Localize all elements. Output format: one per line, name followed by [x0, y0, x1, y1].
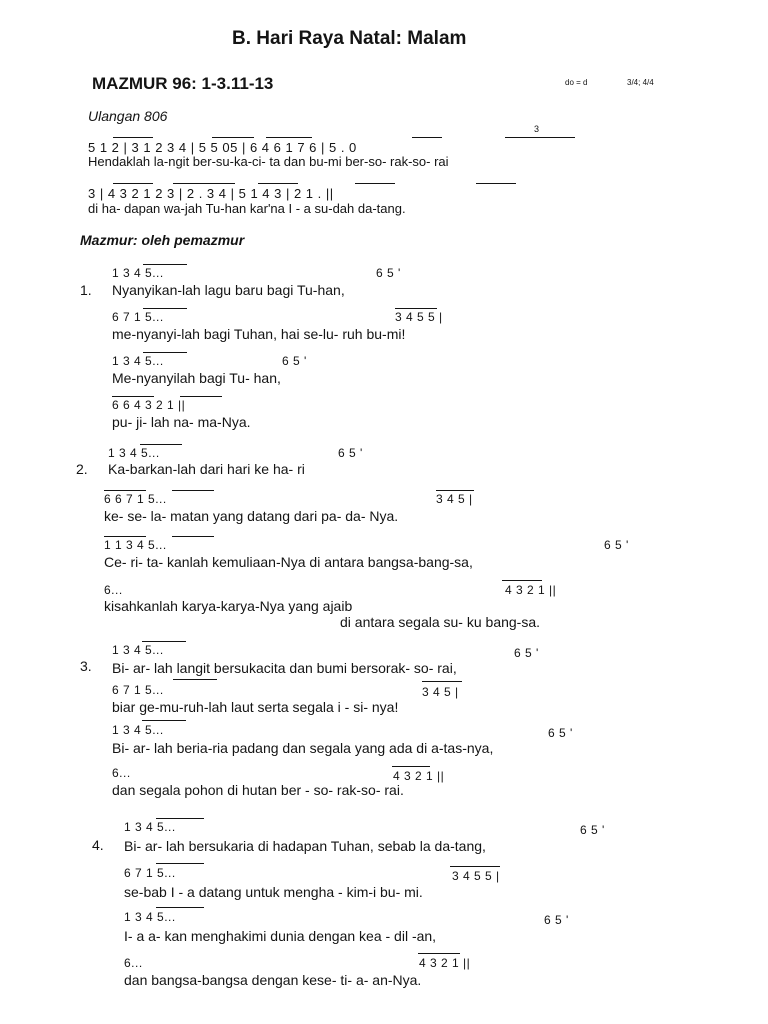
verse-text: dan bangsa-bangsa dengan kese- ti- a- an-Nya.: [124, 972, 422, 988]
verse-text: ke- se- la- matan yang datang dari pa- da- Nya.: [104, 508, 399, 524]
verse-notes: 6 7 1 5...: [112, 683, 164, 697]
verse-text: Ce- ri- ta- kanlah kemuliaan-Nya di antara bangsa-bang-sa,: [104, 554, 473, 570]
verse-notes: 3 4 5 |: [436, 492, 473, 506]
verse-notes: 4 3 2 1 ||: [505, 583, 557, 597]
beam-line: [113, 137, 153, 138]
verse-notes: 6 5 ': [514, 646, 539, 660]
verse-notes: 1 3 4 5...: [112, 643, 164, 657]
verse-notes: 4 3 2 1 ||: [393, 769, 445, 783]
beam-line: [113, 183, 153, 184]
verse-number: 3.: [80, 658, 92, 674]
verse-notes: 6 5 ': [548, 726, 573, 740]
verse-number: 4.: [92, 837, 104, 853]
verse-notes: 1 1 3 4 5...: [104, 538, 167, 552]
verse-text: Ka-barkan-lah dari hari ke ha- ri: [108, 461, 305, 477]
beam-line: [142, 720, 186, 721]
beam-line: [412, 137, 442, 138]
beam-line: [355, 183, 395, 184]
verse-notes: 6 6 7 1 5...: [104, 492, 167, 506]
ulangan-notes-line-2: 3 | 4 3 2 1 2 3 | 2 . 3 4 | 5 1 4 3 | 2 1 . ||: [88, 186, 334, 201]
triplet-marker: 3: [534, 124, 540, 134]
verse-text: me-nyanyi-lah bagi Tuhan, hai se-lu- ruh bu-mi!: [112, 326, 406, 342]
verse-notes: 1 3 4 5...: [112, 266, 164, 280]
verse-text: biar ge-mu-ruh-lah laut serta segala i - si- nya!: [112, 699, 399, 715]
beam-line: [173, 679, 217, 680]
beam-line: [502, 580, 542, 581]
verse-notes: 6...: [104, 583, 123, 597]
verse-notes: 1 3 4 5...: [124, 820, 176, 834]
verse-text: I- a a- kan menghakimi dunia dengan kea - dil -an,: [124, 928, 437, 944]
beam-line: [418, 953, 460, 954]
section-label: Mazmur: oleh pemazmur: [80, 232, 245, 248]
verse-notes: 4 3 2 1 ||: [419, 956, 471, 970]
verse-text-continued: di antara segala su- ku bang-sa.: [340, 614, 541, 630]
beam-line: [156, 907, 204, 908]
verse-notes: 1 3 4 5...: [108, 446, 160, 460]
beam-line: [422, 681, 462, 682]
beam-line: [450, 866, 500, 867]
verse-notes: 6 5 ': [338, 446, 363, 460]
beam-line: [266, 137, 312, 138]
verse-notes: 6 7 1 5...: [112, 310, 164, 324]
verse-number: 1.: [80, 282, 92, 298]
verse-notes: 1 3 4 5...: [112, 354, 164, 368]
beam-line: [476, 183, 516, 184]
verse-notes: 6 6 4 3 2 1 ||: [112, 398, 186, 412]
ulangan-notes-line-1: 5 1 2 | 3 1 2 3 4 | 5 5 05 | 6 4 6 1 7 6 | 5 . 0: [88, 140, 357, 155]
beam-line: [505, 137, 575, 138]
beam-line: [392, 766, 430, 767]
ulangan-lyrics-line-1: Hendaklah la-ngit ber-su-ka-ci- ta dan bu-mi ber-so- rak-so- rai: [88, 154, 449, 169]
verse-notes: 3 4 5 5 |: [395, 310, 443, 324]
verse-text: se-bab I - a datang untuk mengha - kim-i bu- mi.: [124, 884, 423, 900]
verse-text: Bi- ar- lah bersukaria di hadapan Tuhan, sebab la da-tang,: [124, 838, 486, 854]
key-signature: do = d: [565, 78, 588, 87]
verse-notes: 1 3 4 5...: [124, 910, 176, 924]
verse-notes: 3 4 5 |: [422, 685, 459, 699]
verse-text: pu- ji- lah na- ma-Nya.: [112, 414, 251, 430]
verse-text: Bi- ar- lah beria-ria padang dan segala yang ada di a-tas-nya,: [112, 740, 494, 756]
verse-notes: 6...: [112, 766, 131, 780]
psalm-reference: MAZMUR 96: 1-3.11-13: [92, 74, 274, 93]
beam-line: [156, 863, 204, 864]
verse-notes: 3 4 5 5 |: [452, 869, 500, 883]
verse-text: dan segala pohon di hutan ber - so- rak-so- rai.: [112, 782, 404, 798]
beam-line: [172, 536, 214, 537]
verse-text: Me-nyanyilah bagi Tu- han,: [112, 370, 281, 386]
beam-line: [172, 490, 214, 491]
verse-notes: 6...: [124, 956, 143, 970]
ulangan-label: Ulangan 806: [88, 108, 168, 124]
verse-notes: 6 5 ': [282, 354, 307, 368]
verse-notes: 1 3 4 5...: [112, 723, 164, 737]
beam-line: [258, 183, 298, 184]
verse-notes: 6 5 ': [376, 266, 401, 280]
ulangan-lyrics-line-2: di ha- dapan wa-jah Tu-han kar'na I - a su-dah da-tang.: [88, 201, 406, 216]
time-signature: 3/4; 4/4: [627, 78, 654, 87]
verse-text: kisahkanlah karya-karya-Nya yang ajaib: [104, 598, 353, 614]
verse-notes: 6 7 1 5...: [124, 866, 176, 880]
verse-notes: 6 5 ': [544, 913, 569, 927]
verse-number: 2.: [76, 461, 88, 477]
verse-notes: 6 5 ': [580, 823, 605, 837]
beam-line: [180, 396, 222, 397]
verse-text: Bi- ar- lah langit bersukacita dan bumi bersorak- so- rai,: [112, 660, 457, 676]
verse-notes: 6 5 ': [604, 538, 629, 552]
beam-line: [173, 183, 235, 184]
beam-line: [212, 137, 254, 138]
verse-text: Nyanyikan-lah lagu baru bagi Tu-han,: [112, 282, 345, 298]
page-title: B. Hari Raya Natal: Malam: [232, 28, 467, 49]
